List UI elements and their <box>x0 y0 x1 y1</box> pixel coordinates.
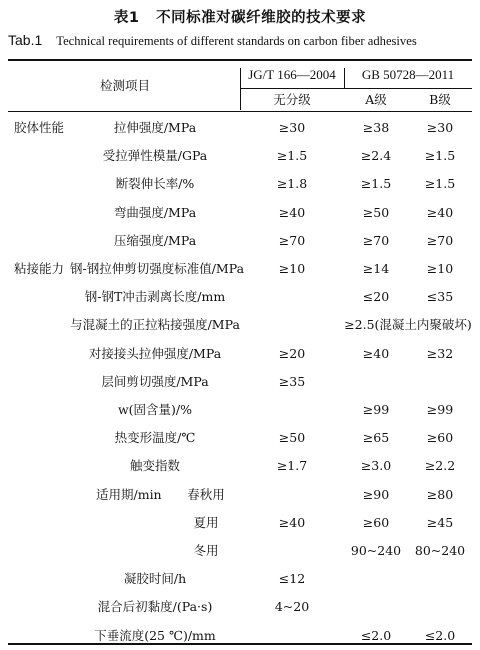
cell-grade-b: ≤35 <box>426 289 454 304</box>
row-subitem: 冬用 <box>193 543 219 558</box>
table-title-en <box>8 32 476 49</box>
cell-grade-a: ≤2.0 <box>360 628 392 643</box>
cell-grade-b: ≥2.2 <box>424 458 456 473</box>
cell-grade-a: ≥14 <box>362 261 390 276</box>
row-item: 拉伸强度/MPa <box>113 120 197 135</box>
header-std2: GB 50728—2011 <box>361 67 455 82</box>
cell-std1: ≥20 <box>278 346 306 361</box>
cell-grade-a: ≥70 <box>362 233 390 248</box>
cell-grade-a: ≥60 <box>362 515 390 530</box>
cell-grade-a: ≥38 <box>362 120 390 135</box>
cell-grade-b: ≥60 <box>426 430 454 445</box>
top-rule <box>8 59 472 61</box>
row-item: 对接接头拉伸强度/MPa <box>88 346 222 361</box>
cell-grade-a: ≥1.5 <box>360 176 392 191</box>
cell-std2-ab: ≥2.5(混凝土内聚破坏) <box>344 317 472 332</box>
table-caption-en: Technical requirements of different standards on carbon fiber adhesives <box>56 34 417 48</box>
row-item: 钢-钢T冲击剥离长度/mm <box>84 289 226 304</box>
cell-std1: ≤12 <box>278 571 306 586</box>
row-item: 下垂流度(25 ℃)/mm <box>94 628 216 643</box>
row-item: 层间剪切强度/MPa <box>101 374 209 389</box>
row-item: 压缩强度/MPa <box>113 233 197 248</box>
cell-grade-b: ≤2.0 <box>424 628 456 643</box>
cell-grade-b: ≥30 <box>426 120 454 135</box>
cell-grade-b: ≥1.5 <box>424 176 456 191</box>
row-item: 混合后初黏度/(Pa·s) <box>97 599 213 614</box>
row-subitem: 夏用 <box>193 515 219 530</box>
cell-std1: ≥1.7 <box>276 458 308 473</box>
table-number-en: Tab.1 <box>8 32 43 48</box>
cell-grade-a: ≥50 <box>362 205 390 220</box>
cell-grade-b: ≥99 <box>426 402 454 417</box>
cell-grade-a: ≥40 <box>362 346 390 361</box>
table-caption-cn: 不同标准对碳纤维胶的技术要求 <box>156 10 367 26</box>
header-item: 检测项目 <box>99 78 150 93</box>
cell-std1: ≥70 <box>278 233 306 248</box>
row-item: w(固含量)/% <box>117 402 193 417</box>
row-item: 与混凝土的正拉粘接强度/MPa <box>70 317 240 332</box>
cell-grade-b: ≥40 <box>426 205 454 220</box>
row-item: 断裂伸长率/% <box>115 176 195 191</box>
row-category: 胶体性能 <box>14 120 65 135</box>
cell-grade-a: ≥90 <box>362 487 390 502</box>
cell-grade-a: ≥3.0 <box>360 458 392 473</box>
cell-std1: ≥50 <box>278 430 306 445</box>
row-item: 钢-钢拉伸剪切强度标准值/MPa <box>70 261 245 276</box>
cell-grade-b: ≥45 <box>426 515 454 530</box>
cell-std1: ≥1.5 <box>276 148 308 163</box>
row-subitem: 春秋用 <box>187 487 225 502</box>
cell-std1: ≥35 <box>278 374 306 389</box>
row-item: 热变形温度/℃ <box>114 430 196 445</box>
header-std1-grade: 无分级 <box>273 92 311 107</box>
header-bottom-rule <box>8 111 472 112</box>
header-rule-standards <box>240 88 472 89</box>
cell-grade-b: ≥32 <box>426 346 454 361</box>
cell-std1: ≥1.8 <box>276 176 308 191</box>
cell-std1: ≥40 <box>278 205 306 220</box>
cell-grade-b: ≥80 <box>426 487 454 502</box>
header-grade-b: B级 <box>429 92 451 107</box>
table-number-cn: 表1 <box>113 10 140 26</box>
header-std1: JG/T 166—2004 <box>248 67 336 82</box>
row-category: 粘接能力 <box>14 261 65 276</box>
row-item: 触变指数 <box>129 458 180 473</box>
cell-grade-b: ≥70 <box>426 233 454 248</box>
row-item: 弯曲强度/MPa <box>113 205 197 220</box>
cell-std1: ≥10 <box>278 261 306 276</box>
row-item: 受拉弹性模量/GPa <box>102 148 208 163</box>
row-item: 凝胶时间/h <box>123 571 187 586</box>
cell-grade-b: 80~240 <box>414 543 466 558</box>
cell-grade-b: ≥10 <box>426 261 454 276</box>
cell-grade-a: 90~240 <box>350 543 402 558</box>
header-grade-a: A级 <box>365 92 387 107</box>
cell-grade-a: ≤20 <box>362 289 390 304</box>
cell-grade-b: ≥1.5 <box>424 148 456 163</box>
cell-grade-a: ≥2.4 <box>360 148 392 163</box>
cell-std1: ≥40 <box>278 515 306 530</box>
row-item: 适用期/min <box>96 487 162 502</box>
cell-std1: ≥30 <box>278 120 306 135</box>
cell-grade-a: ≥65 <box>362 430 390 445</box>
cell-grade-a: ≥99 <box>362 402 390 417</box>
table-title-cn <box>0 6 480 27</box>
cell-std1: 4~20 <box>274 599 310 614</box>
